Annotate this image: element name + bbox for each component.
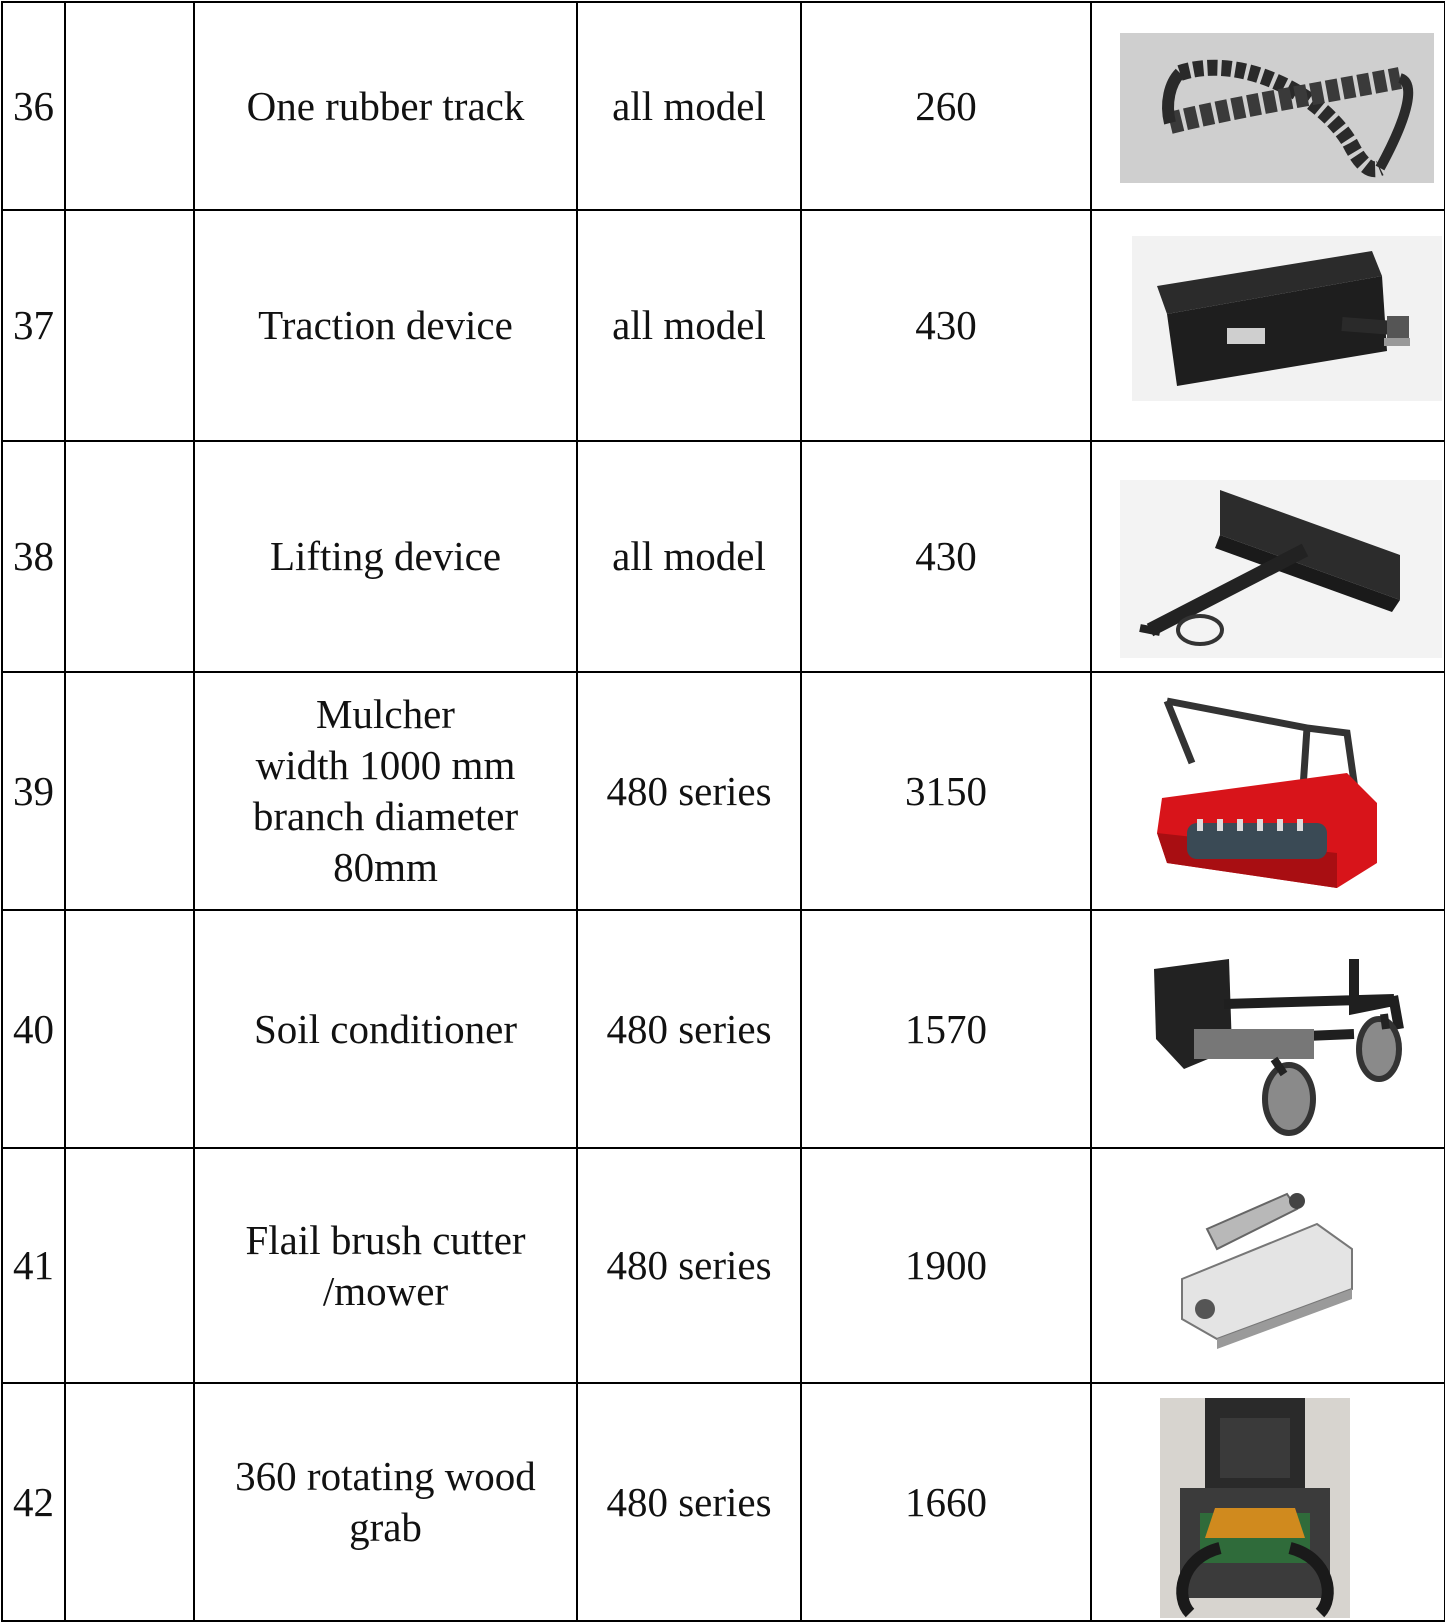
model-cell: 480 series [577, 910, 801, 1148]
item-name-line: Flail brush cutter [245, 1216, 526, 1263]
model-cell: 480 series [577, 1383, 801, 1621]
empty-cell [65, 1148, 194, 1383]
flail-mower-image [1177, 1189, 1357, 1349]
model-cell: all model [577, 2, 801, 210]
empty-cell [65, 672, 194, 910]
price-cell: 260 [801, 2, 1091, 210]
model-cell: 480 series [577, 672, 801, 910]
empty-cell [65, 441, 194, 672]
row-number: 42 [2, 1383, 65, 1621]
rubber-track-image [1120, 33, 1434, 183]
item-name-line: width 1000 mm [255, 742, 516, 788]
table-row [2, 1383, 1445, 1621]
empty-cell [65, 910, 194, 1148]
price-table [1, 1, 1445, 1622]
item-name-line: 360 rotating wood [235, 1453, 536, 1499]
row-number: 38 [2, 441, 65, 672]
row-number: 36 [2, 2, 65, 210]
wood-grab-image [1160, 1398, 1350, 1618]
price-cell: 430 [801, 441, 1091, 672]
price-cell: 430 [801, 210, 1091, 441]
image-cell [1091, 210, 1445, 441]
table-row [2, 1148, 1445, 1383]
row-number: 39 [2, 672, 65, 910]
table-row [2, 910, 1445, 1148]
image-cell [1091, 2, 1445, 210]
image-cell [1091, 1148, 1445, 1383]
item-name-line: branch diameter [252, 793, 519, 839]
price-cell: 1900 [801, 1148, 1091, 1383]
item-name-line: grab [349, 1504, 422, 1550]
empty-cell [65, 2, 194, 210]
item-name-line: Mulcher [316, 691, 455, 737]
model-cell: all model [577, 210, 801, 441]
image-cell [1091, 441, 1445, 672]
lifting-device-image [1120, 480, 1442, 658]
empty-cell [65, 210, 194, 441]
image-cell [1091, 1383, 1445, 1621]
item-name [194, 210, 577, 441]
item-name [194, 441, 577, 672]
row-number: 40 [2, 910, 65, 1148]
item-name [194, 2, 577, 210]
table-row [2, 210, 1445, 441]
item-name-line: /mower [322, 1267, 449, 1314]
table-row [2, 2, 1445, 210]
item-name-line: Traction device [258, 302, 513, 348]
price-cell: 1570 [801, 910, 1091, 1148]
item-name-line: 80mm [333, 844, 438, 890]
mulcher-image [1147, 693, 1392, 898]
traction-device-image [1132, 236, 1442, 401]
model-cell: 480 series [577, 1148, 801, 1383]
item-name-line: One rubber track [246, 82, 525, 129]
item-name [194, 1383, 577, 1621]
model-cell: all model [577, 441, 801, 672]
table-row [2, 441, 1445, 672]
row-number: 37 [2, 210, 65, 441]
row-number: 41 [2, 1148, 65, 1383]
item-name [194, 910, 577, 1148]
item-name [194, 1148, 577, 1383]
empty-cell [65, 1383, 194, 1621]
item-name-line: Lifting device [269, 533, 502, 579]
image-cell [1091, 672, 1445, 910]
table-row [2, 672, 1445, 910]
price-cell: 1660 [801, 1383, 1091, 1621]
soil-conditioner-image [1154, 929, 1414, 1139]
image-cell [1091, 910, 1445, 1148]
item-name [194, 672, 577, 910]
price-cell: 3150 [801, 672, 1091, 910]
item-name-line: Soil conditioner [253, 1005, 518, 1052]
